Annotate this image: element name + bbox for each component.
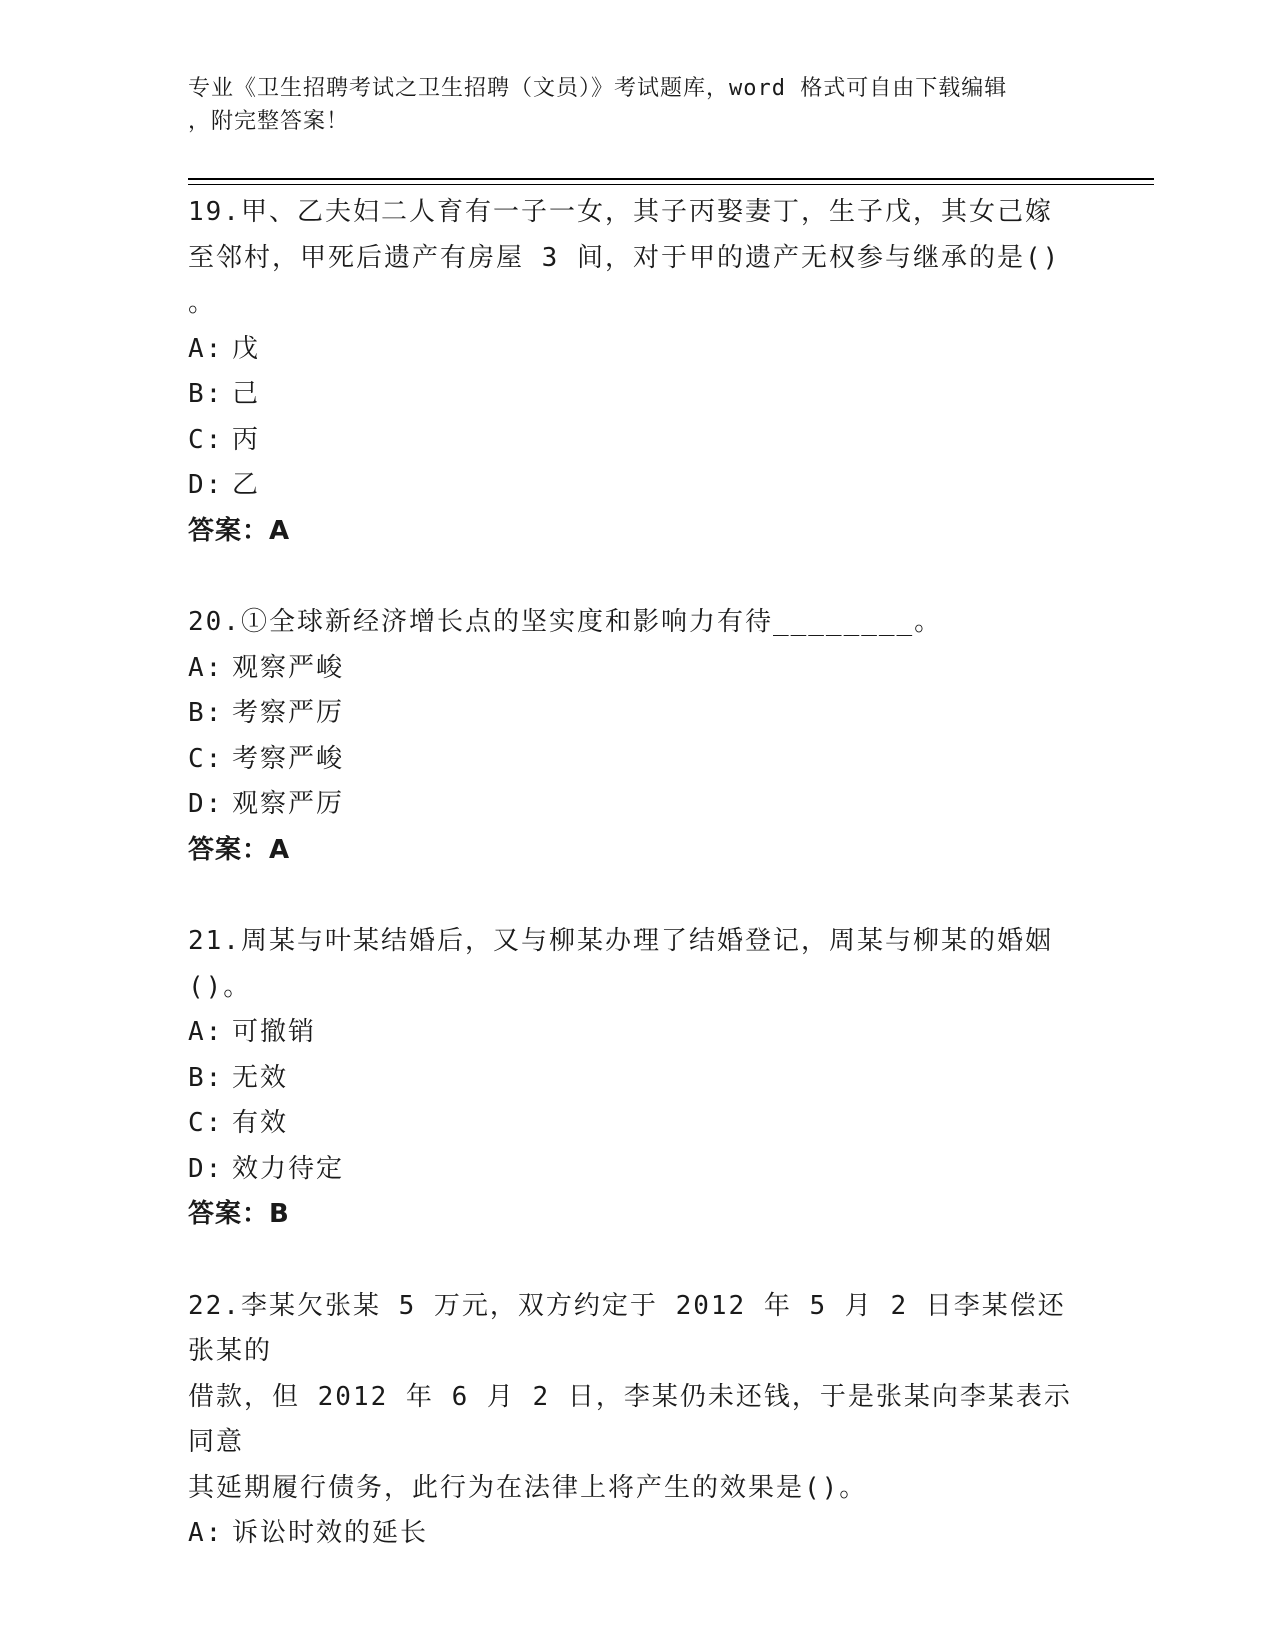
answer-option <box>188 1010 1088 1056</box>
question-block <box>188 1284 1088 1557</box>
question-stem-line: 22.李某欠张某 5 万元，双方约定于 2012 年 5 月 2 日李某偿还张某的 <box>188 1290 1066 1366</box>
option-text: 效力待定 <box>232 1153 345 1184</box>
header-line-1: 专业《卫生招聘考试之卫生招聘（文员）》考试题库，word 格式可自由下载编辑 <box>188 76 1008 101</box>
question-stem-line: 21.周某与叶某结婚后，又与柳某办理了结婚登记，周某与柳某的婚姻 <box>188 926 1053 956</box>
option-key: A: <box>188 333 224 364</box>
answer-option <box>188 1056 1088 1102</box>
option-text: 诉讼时效的延长 <box>232 1518 429 1548</box>
answer-option <box>188 782 1088 828</box>
answer-option <box>188 646 1088 692</box>
question-stem-line: 至邻村，甲死后遗产有房屋 3 间，对于甲的遗产无权参与继承的是() <box>188 242 1061 273</box>
option-key: B: <box>188 379 224 409</box>
answer-option <box>188 372 1088 418</box>
option-key: C: <box>188 424 224 455</box>
option-key: D: <box>188 789 224 819</box>
question-stem-line: 19.甲、乙夫妇二人育有一子一女，其子丙娶妻丁，生子戊，其女己嫁 <box>188 197 1053 227</box>
option-text: 乙 <box>232 470 261 500</box>
answer-option <box>188 1511 1088 1557</box>
option-text: 考察严厉 <box>232 698 345 728</box>
answer-line: 答案：A <box>188 834 291 865</box>
option-key: B: <box>188 698 224 728</box>
answer-option <box>188 463 1088 509</box>
option-text: 考察严峻 <box>232 743 345 774</box>
header-divider-thin <box>188 184 1154 185</box>
option-key: D: <box>188 470 224 500</box>
answer-option <box>188 1101 1088 1147</box>
answer-option <box>188 418 1088 464</box>
question-block <box>188 600 1088 873</box>
header-divider-thick <box>188 178 1154 180</box>
option-key: C: <box>188 1108 224 1138</box>
option-text: 戊 <box>232 333 261 364</box>
option-text: 观察严厉 <box>232 789 345 819</box>
header-line-2: ，附完整答案！ <box>188 109 350 134</box>
answer-option <box>188 737 1088 783</box>
answer-option <box>188 1147 1088 1193</box>
question-stem-line: 借款，但 2012 年 6 月 2 日，李某仍未还钱，于是张某向李某表示同意 <box>188 1381 1072 1457</box>
answer-line: 答案：B <box>188 1199 290 1229</box>
answer-option <box>188 327 1088 373</box>
option-text: 有效 <box>232 1108 289 1138</box>
option-key: B: <box>188 1062 224 1093</box>
option-key: A: <box>188 1017 224 1047</box>
question-stem-line: 。 <box>188 288 217 318</box>
option-text: 可撤销 <box>232 1017 317 1047</box>
option-text: 观察严峻 <box>232 652 345 683</box>
answer-option <box>188 691 1088 737</box>
option-key: C: <box>188 743 224 774</box>
question-stem-line: 其延期履行债务，此行为在法律上将产生的效果是()。 <box>188 1472 868 1503</box>
answer-line: 答案：A <box>188 515 291 546</box>
option-text: 无效 <box>232 1062 289 1093</box>
option-key: D: <box>188 1153 224 1184</box>
option-text: 己 <box>232 379 261 409</box>
document-header <box>188 72 1068 138</box>
question-stem-line: 20.①全球新经济增长点的坚实度和影响力有待________。 <box>188 607 943 637</box>
question-block <box>188 919 1088 1238</box>
question-stem-line: ()。 <box>188 971 252 1002</box>
question-list <box>188 190 1088 1603</box>
question-block <box>188 190 1088 554</box>
option-key: A: <box>188 652 224 683</box>
option-text: 丙 <box>232 424 261 455</box>
option-key: A: <box>188 1518 224 1548</box>
